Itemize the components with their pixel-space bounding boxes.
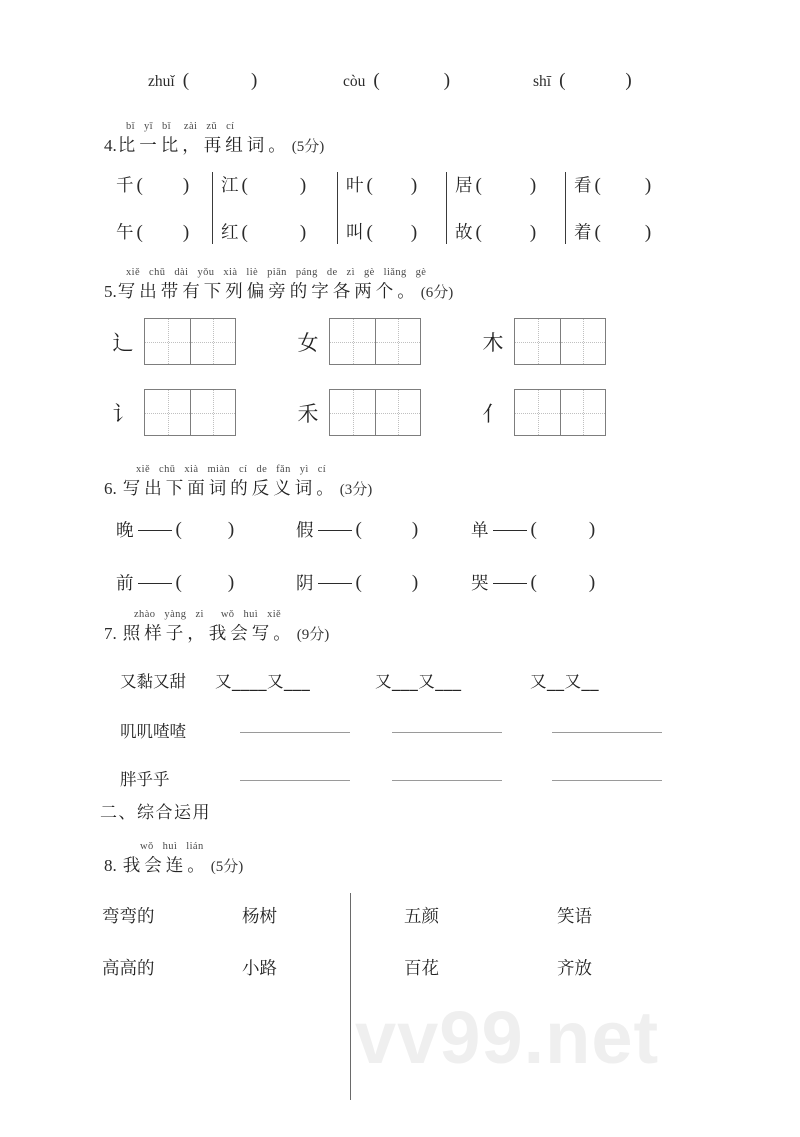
- question-score: (9分): [296, 627, 330, 643]
- grid-cell[interactable]: [375, 390, 420, 435]
- question-number: 4.: [104, 136, 117, 155]
- radical-item: [293, 389, 478, 436]
- question-5-header: [104, 264, 453, 303]
- compare-cell[interactable]: [221, 172, 327, 197]
- pinyin-syllable: xiě: [126, 267, 141, 278]
- pattern-row-2: [120, 718, 662, 742]
- match-word[interactable]: 杨树: [242, 907, 277, 927]
- question-6-header: [104, 461, 372, 500]
- grid-cell[interactable]: [145, 319, 190, 364]
- character-grid[interactable]: [329, 318, 421, 365]
- dash-connector: [318, 583, 352, 584]
- pinyin-syllable: piān: [267, 267, 287, 278]
- character-grid[interactable]: [329, 389, 421, 436]
- question-title: 写出带有下列偏旁的字各两个。: [117, 282, 419, 302]
- q7-heading: [104, 620, 329, 645]
- pinyin-syllable: zi: [195, 609, 204, 620]
- grid-cell[interactable]: [560, 390, 605, 435]
- antonym-word: 前: [116, 574, 134, 594]
- pinyin-syllable: huì: [162, 841, 178, 852]
- bracket-close: ): [410, 175, 418, 196]
- grid-cell[interactable]: [190, 319, 235, 364]
- pinyin-syllable: wǒ: [220, 609, 235, 620]
- match-word[interactable]: 齐放: [557, 959, 592, 979]
- pinyin-syllable: cí: [226, 121, 235, 132]
- q8-heading: [104, 852, 243, 877]
- bracket-close: ): [410, 222, 418, 243]
- question-title: 照样子，我会写。: [122, 624, 295, 644]
- compare-cell[interactable]: [346, 172, 436, 197]
- character-grid[interactable]: [144, 389, 236, 436]
- q3-tail-row: [148, 70, 632, 92]
- match-word[interactable]: 高高的: [102, 959, 155, 979]
- compare-char: 叶: [346, 176, 364, 196]
- answer-blank-line[interactable]: [392, 732, 502, 733]
- bracket-close: ): [182, 222, 190, 243]
- pattern-row-1: [120, 668, 662, 692]
- bracket-close: ): [625, 70, 632, 91]
- compare-column-4: [447, 172, 566, 244]
- antonym-item[interactable]: [471, 570, 595, 595]
- answer-blank-line[interactable]: [240, 780, 350, 781]
- question-title: 我会连。: [122, 856, 209, 876]
- match-word[interactable]: 弯弯的: [102, 907, 155, 927]
- question-title: 写出下面词的反义词。: [122, 479, 338, 499]
- bracket-close: ): [299, 222, 307, 243]
- bracket-close: ): [411, 518, 419, 540]
- bracket-open: (: [182, 70, 190, 91]
- compare-cell[interactable]: [116, 219, 202, 244]
- bracket-open: (: [366, 222, 373, 243]
- bracket-close: ): [251, 70, 258, 91]
- bracket-open: (: [594, 175, 601, 196]
- bracket-open: (: [366, 175, 373, 196]
- antonym-word: 哭: [471, 574, 489, 594]
- radical-item: [108, 318, 293, 365]
- grid-cell[interactable]: [145, 390, 190, 435]
- pinyin-syllable: cí: [239, 464, 248, 475]
- question-score: (6分): [420, 285, 454, 301]
- q3-tail-item-3: [533, 70, 632, 92]
- match-right-group-col1: [404, 903, 439, 980]
- q6-pinyin-row: [104, 461, 372, 475]
- antonym-item[interactable]: [116, 517, 264, 542]
- answer-blank-line[interactable]: [552, 732, 662, 733]
- compare-column-2: [213, 172, 338, 244]
- pattern-slot[interactable]: 又___又___: [375, 672, 462, 691]
- question-7-header: [104, 606, 329, 645]
- radical-row-2: [108, 389, 606, 436]
- pinyin-syllable: yǒu: [197, 267, 215, 278]
- character-grid[interactable]: [514, 318, 606, 365]
- match-word[interactable]: 五颜: [404, 907, 439, 927]
- q4-heading: [104, 132, 324, 157]
- bracket-open: (: [241, 175, 248, 196]
- compare-cell[interactable]: [346, 219, 436, 244]
- match-word[interactable]: 小路: [242, 959, 277, 979]
- pinyin-syllable: de: [256, 464, 268, 475]
- pinyin-syllable: zì: [346, 267, 355, 278]
- q5-heading: [104, 278, 453, 303]
- compare-char: 千: [116, 176, 134, 196]
- compare-column-1: [108, 172, 213, 244]
- bracket-close: ): [529, 222, 537, 243]
- bracket-close: ): [182, 175, 190, 196]
- question-number: 5.: [104, 282, 117, 301]
- grid-cell[interactable]: [515, 390, 560, 435]
- pinyin-syllable: yī: [143, 121, 153, 132]
- q5-pinyin-row: [104, 264, 453, 278]
- compare-cell[interactable]: [455, 172, 555, 197]
- grid-cell[interactable]: [330, 390, 375, 435]
- radical-label: 讠: [112, 401, 134, 426]
- radical-label: 女: [297, 330, 319, 355]
- antonym-word: 阴: [296, 574, 314, 594]
- bracket-open: (: [355, 571, 362, 593]
- radical-label: 亻: [482, 401, 504, 426]
- dash-connector: [493, 583, 527, 584]
- pinyin-syllable: bǐ: [126, 121, 135, 132]
- compare-cell[interactable]: [574, 172, 670, 197]
- bracket-open: (: [241, 222, 248, 243]
- compare-char: 着: [574, 223, 592, 243]
- pinyin-syllable: de: [326, 267, 338, 278]
- bracket-close: ): [644, 175, 652, 196]
- compare-char: 居: [455, 176, 473, 196]
- compare-cell[interactable]: [574, 219, 670, 244]
- question-score: (5分): [210, 859, 244, 875]
- dash-connector: [138, 583, 172, 584]
- antonym-word: 假: [296, 521, 314, 541]
- compare-char: 故: [455, 223, 473, 243]
- compare-column-5: [566, 172, 680, 244]
- bracket-open: (: [530, 518, 537, 540]
- question-score: (3分): [339, 482, 373, 498]
- pinyin-syllable: huì: [243, 609, 259, 620]
- antonym-row-2: [116, 570, 595, 595]
- antonym-item[interactable]: [296, 517, 451, 542]
- pinyin-syllable: dài: [174, 267, 189, 278]
- pinyin-syllable: liǎng: [383, 267, 407, 278]
- radical-item: [293, 318, 478, 365]
- dash-connector: [493, 530, 527, 531]
- antonym-item[interactable]: [116, 570, 264, 595]
- pinyin-syllable: bǐ: [161, 121, 171, 132]
- compare-char: 红: [221, 223, 239, 243]
- answer-blank-line[interactable]: [552, 780, 662, 781]
- radical-row-1: [108, 318, 606, 365]
- radical-item: [478, 318, 606, 365]
- pinyin-text: còu: [343, 73, 366, 90]
- pinyin-syllable: zài: [183, 121, 198, 132]
- bracket-open: (: [373, 70, 380, 91]
- bracket-open: (: [136, 222, 143, 243]
- match-word[interactable]: 笑语: [557, 907, 592, 927]
- pinyin-syllable: zǔ: [206, 121, 218, 132]
- bracket-open: (: [355, 518, 362, 540]
- radical-label: 辶: [112, 330, 134, 355]
- q7-pattern-rows: [120, 668, 662, 790]
- pattern-slot[interactable]: 又__又__: [530, 672, 599, 691]
- question-number: 8.: [104, 856, 117, 875]
- question-8-header: [104, 838, 243, 877]
- question-number: 7.: [104, 624, 117, 643]
- bracket-open: (: [475, 175, 482, 196]
- bracket-close: ): [644, 222, 652, 243]
- vertical-divider: [350, 893, 351, 1100]
- antonym-item[interactable]: [296, 570, 451, 595]
- compare-char: 看: [574, 176, 592, 196]
- match-right-group-col2: [557, 903, 592, 980]
- antonym-word: 晚: [116, 521, 134, 541]
- grid-cell[interactable]: [375, 319, 420, 364]
- bracket-open: (: [136, 175, 143, 196]
- compare-char: 午: [116, 223, 134, 243]
- pinyin-syllable: yàng: [164, 609, 187, 620]
- dash-connector: [318, 530, 352, 531]
- pinyin-syllable: fǎn: [276, 464, 291, 475]
- grid-cell[interactable]: [560, 319, 605, 364]
- pinyin-syllable: xiě: [136, 464, 151, 475]
- bracket-open: (: [475, 222, 482, 243]
- pattern-model: 叽叽喳喳: [120, 722, 186, 741]
- pinyin-text: shī: [533, 73, 552, 90]
- pattern-row-3: [120, 766, 662, 790]
- grid-cell[interactable]: [330, 319, 375, 364]
- q8-pinyin-row: [104, 838, 243, 852]
- pinyin-syllable: xiě: [267, 609, 282, 620]
- compare-char: 叫: [346, 223, 364, 243]
- grid-cell[interactable]: [190, 390, 235, 435]
- pinyin-syllable: chū: [159, 464, 176, 475]
- bracket-close: ): [588, 571, 596, 593]
- bracket-open: (: [559, 70, 566, 91]
- antonym-item[interactable]: [471, 517, 595, 542]
- antonym-word: 单: [471, 521, 489, 541]
- bracket-open: (: [175, 518, 182, 540]
- pattern-model: 胖乎乎: [120, 770, 170, 789]
- pinyin-syllable: xià: [223, 267, 238, 278]
- q4-compare-grid: [108, 172, 680, 244]
- antonym-row-1: [116, 517, 595, 542]
- q6-heading: [104, 475, 372, 500]
- bracket-open: (: [594, 222, 601, 243]
- pinyin-syllable: zhào: [134, 609, 156, 620]
- dash-connector: [138, 530, 172, 531]
- question-score: (5分): [291, 139, 325, 155]
- bracket-close: ): [299, 175, 307, 196]
- question-4-header: [104, 118, 324, 157]
- pinyin-syllable: liè: [246, 267, 259, 278]
- pinyin-syllable: wǒ: [140, 841, 154, 852]
- radical-label: 禾: [297, 401, 319, 426]
- answer-blank-line[interactable]: [240, 732, 350, 733]
- answer-blank-line[interactable]: [392, 780, 502, 781]
- watermark: vv99.net: [355, 996, 660, 1079]
- bracket-close: ): [227, 571, 235, 593]
- section-2-heading: 二、综合运用: [100, 803, 211, 823]
- bracket-close: ): [227, 518, 235, 540]
- pinyin-syllable: chū: [149, 267, 166, 278]
- character-grid[interactable]: [514, 389, 606, 436]
- compare-char: 江: [221, 176, 239, 196]
- bracket-close: ): [529, 175, 537, 196]
- match-word[interactable]: 百花: [404, 959, 439, 979]
- question-number: 6.: [104, 479, 117, 498]
- compare-cell[interactable]: [455, 219, 555, 244]
- q7-pinyin-row: [104, 606, 329, 620]
- radical-label: 木: [482, 330, 504, 355]
- character-grid[interactable]: [144, 318, 236, 365]
- pinyin-syllable: miàn: [207, 464, 231, 475]
- question-title: 比一比，再组词。: [117, 136, 290, 156]
- q6-antonym-list: [116, 517, 595, 595]
- compare-column-3: [338, 172, 447, 244]
- pattern-model: 又黏又甜: [120, 672, 186, 691]
- radical-item: [108, 389, 293, 436]
- pinyin-syllable: gè: [363, 267, 375, 278]
- bracket-close: ): [443, 70, 451, 91]
- compare-cell[interactable]: [116, 172, 202, 197]
- q5-radical-boxes: [108, 318, 606, 436]
- grid-cell[interactable]: [515, 319, 560, 364]
- match-left-group-col2: [242, 903, 277, 980]
- q4-pinyin-row: [104, 118, 324, 132]
- pinyin-syllable: gè: [415, 267, 427, 278]
- bracket-open: (: [530, 571, 537, 593]
- q3-tail-item-1: [148, 70, 343, 92]
- q3-tail-item-2: [343, 70, 533, 92]
- pinyin-syllable: páng: [295, 267, 318, 278]
- pinyin-syllable: xià: [184, 464, 199, 475]
- pinyin-syllable: yì: [299, 464, 309, 475]
- pinyin-syllable: lián: [186, 841, 204, 852]
- match-left-group-col1: [102, 903, 155, 980]
- radical-item: [478, 389, 606, 436]
- pattern-slot[interactable]: 又____又___: [215, 672, 311, 691]
- compare-cell[interactable]: [221, 219, 327, 244]
- bracket-open: (: [175, 571, 182, 593]
- pinyin-syllable: cí: [317, 464, 327, 475]
- pinyin-text: zhuǐ: [148, 73, 175, 90]
- bracket-close: ): [411, 571, 419, 593]
- bracket-close: ): [588, 518, 596, 540]
